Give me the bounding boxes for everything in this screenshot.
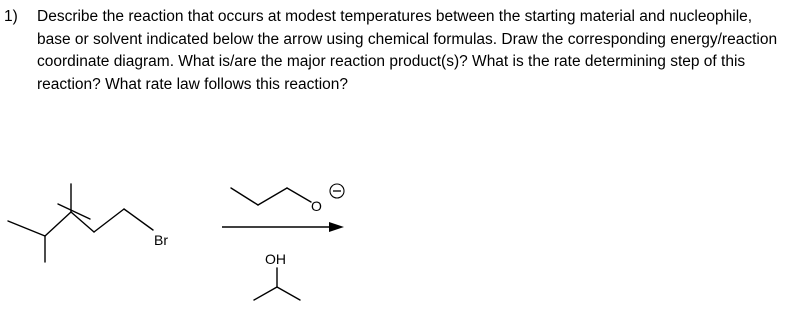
substrate-bond <box>124 209 153 230</box>
reaction-scheme-drawing <box>0 170 800 327</box>
substrate-bond <box>8 221 45 236</box>
propoxide-bond <box>231 188 258 205</box>
solvent-isopropanol <box>254 268 300 300</box>
propoxide-bond <box>287 188 311 202</box>
oxygen-label: O <box>311 198 322 214</box>
isopropanol-bond <box>277 287 300 300</box>
propoxide-bond <box>258 188 287 205</box>
negative-charge-icon <box>330 184 344 198</box>
reaction-scheme <box>0 170 800 327</box>
reaction-arrow <box>222 222 344 232</box>
substrate-bond <box>45 212 71 236</box>
question-number: 1) <box>4 8 18 25</box>
substrate-bond <box>58 204 90 219</box>
isopropanol-bond <box>254 287 277 300</box>
bromine-label: Br <box>154 232 168 248</box>
substrate-bond <box>94 209 124 232</box>
nucleophile-propoxide <box>231 188 311 205</box>
starting-material <box>8 184 153 262</box>
question-text: Describe the reaction that occurs at modest temperatures between the starting material and nucleophile, base or solvent indicated below the arrow using chemical formulas. Draw the corresponding energy/reaction coordinate diagram. What is/are the major reaction product(s)? What is the rate determining step of this reaction? What rate law follows this reaction? <box>37 8 778 93</box>
hydroxyl-label: OH <box>265 251 286 267</box>
